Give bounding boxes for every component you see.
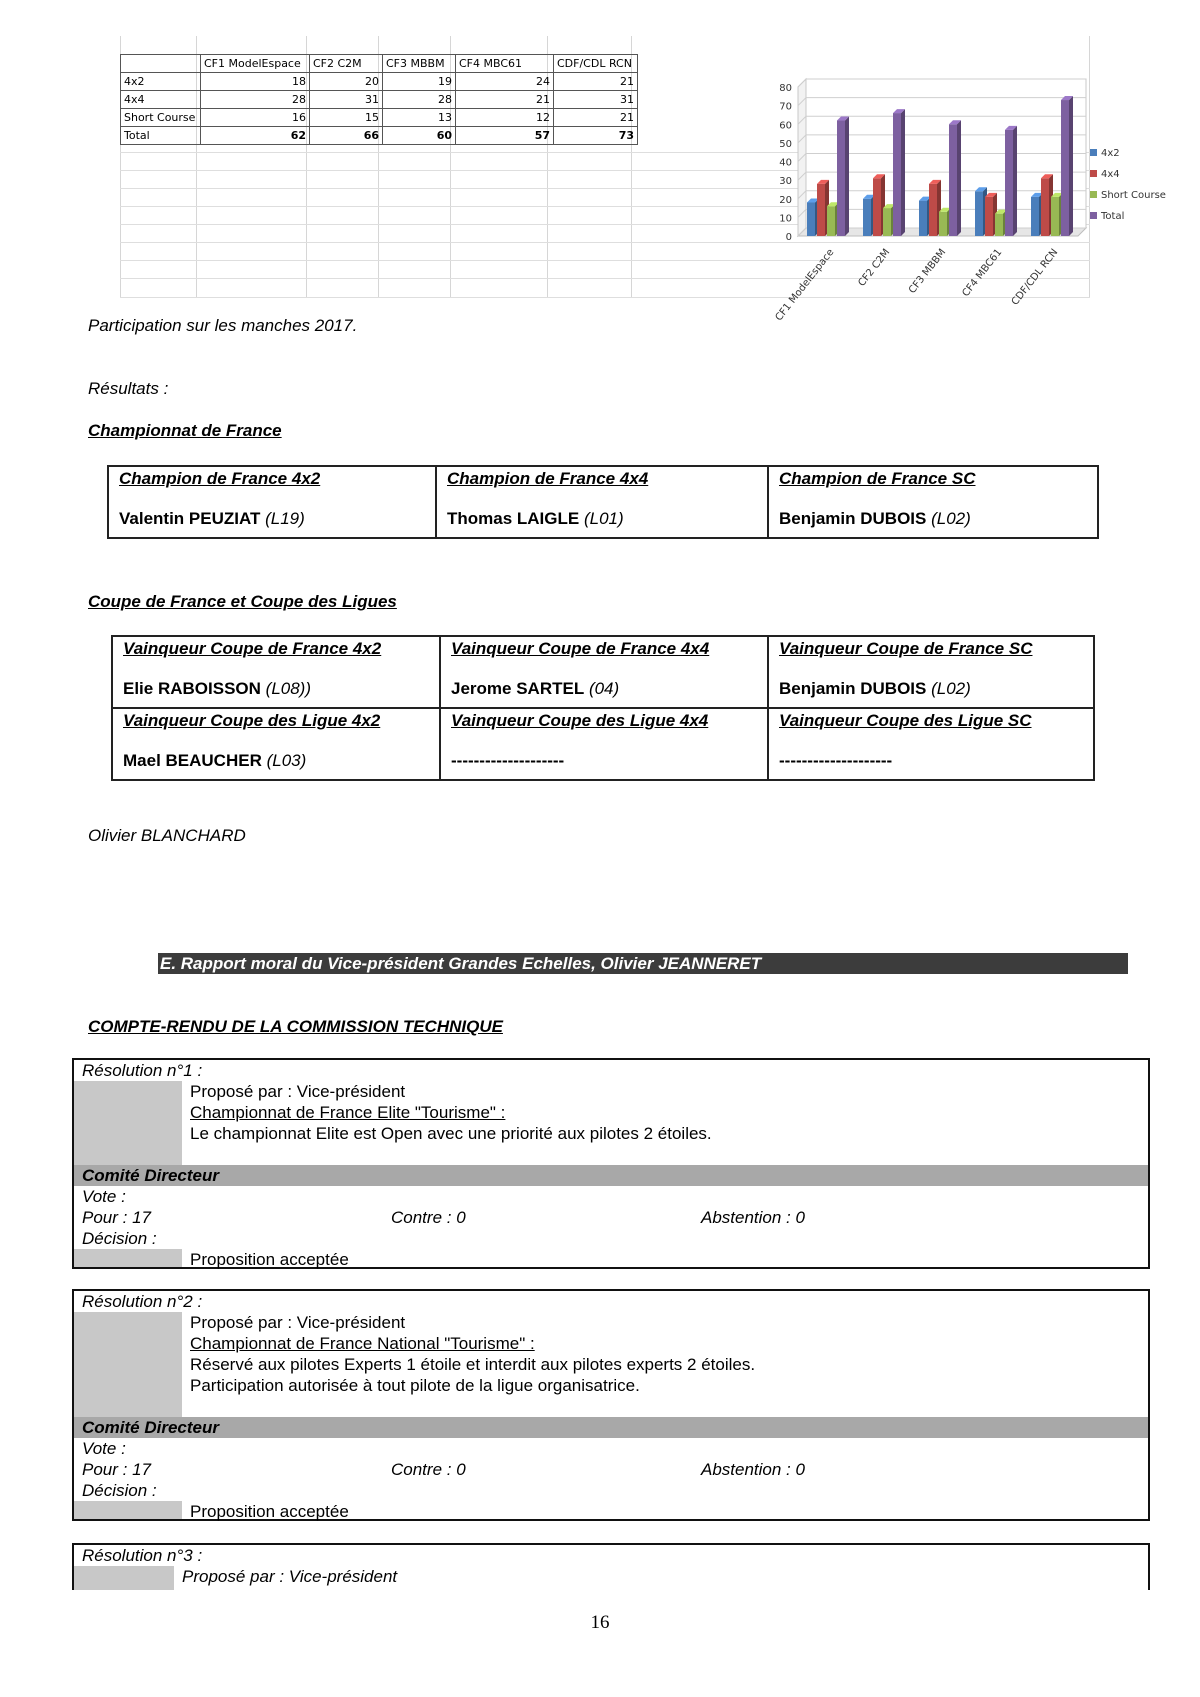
legend-swatch (1090, 212, 1097, 219)
vote-abstention: Abstention : 0 (701, 1208, 805, 1227)
vote-abstention: Abstention : 0 (701, 1460, 805, 1479)
chart-bar (1041, 178, 1049, 236)
table-header-cell: CF4 MBC61 (456, 55, 554, 73)
table-header-cell (121, 55, 201, 73)
league-code: (L02) (931, 679, 971, 698)
table-cell: 31 (554, 91, 638, 109)
table-cell: 28 (383, 91, 456, 109)
vote-label: Vote : (82, 1439, 126, 1458)
table-cell (440, 708, 768, 780)
table-header-cell: CF3 MBBM (383, 55, 456, 73)
chart-bar (807, 202, 815, 236)
winner-name: -------------------- (451, 751, 565, 770)
x-tick-label: CF1 ModelEspace (773, 247, 837, 324)
resolution-label: Résolution n°1 : (82, 1061, 203, 1080)
table-cell: 31 (310, 91, 383, 109)
cell-title: Vainqueur Coupe de France SC (779, 639, 1033, 658)
winner-name: Elie RABOISSON (123, 679, 261, 698)
resolution-line: Proposé par : Vice-président (190, 1313, 406, 1332)
cell-title: Champion de France 4x2 (119, 469, 321, 488)
commission-heading: COMPTE-RENDU DE LA COMMISSION TECHNIQUE (88, 1017, 503, 1036)
league-code: (L01) (583, 509, 624, 528)
table-header-cell: CF2 C2M (310, 55, 383, 73)
chart-bar (949, 124, 957, 236)
table-cell (112, 636, 440, 708)
winner-name: -------------------- (779, 751, 893, 770)
cell-title: Vainqueur Coupe des Ligue SC (779, 711, 1032, 730)
y-tick-label: 10 (779, 213, 792, 225)
legend-swatch (1090, 149, 1097, 156)
resolution-box (72, 1058, 1150, 1269)
table-cell: 12 (456, 109, 554, 127)
gray-margin (74, 1312, 182, 1417)
chart-bar (837, 121, 845, 236)
coupe-heading: Coupe de France et Coupe des Ligues (88, 592, 397, 611)
chart-bar (985, 197, 993, 236)
vote-contre: Contre : 0 (391, 1208, 466, 1227)
table-cell (768, 708, 1094, 780)
y-tick-label: 20 (779, 194, 792, 206)
page-number: 16 (590, 1612, 610, 1633)
y-tick-label: 40 (779, 157, 792, 169)
table-row (121, 109, 638, 127)
table-cell: 28 (201, 91, 310, 109)
legend-label: Short Course (1101, 190, 1166, 201)
cell-title: Champion de France 4x4 (447, 469, 649, 488)
winner-name: Thomas LAIGLE (447, 509, 580, 528)
chart-bar-side (901, 109, 905, 236)
y-tick-label: 0 (785, 232, 792, 243)
cell-title: Champion de France SC (779, 469, 976, 488)
table-cell (768, 466, 1098, 538)
gray-margin (74, 1249, 182, 1267)
chart-bar (1051, 197, 1059, 236)
decision-label: Décision : (82, 1229, 157, 1248)
vote-pour: Pour : 17 (82, 1460, 151, 1479)
winner-name: Benjamin DUBOIS (779, 509, 927, 528)
cell-title: Vainqueur Coupe de France 4x2 (123, 639, 382, 658)
participation-chart (760, 63, 1200, 334)
table-cell: 20 (310, 73, 383, 91)
y-tick-label: 70 (779, 101, 792, 113)
table-cell (112, 708, 440, 780)
league-code: (L19) (265, 509, 305, 528)
chart-caption: Participation sur les manches 2017. (88, 316, 358, 335)
resolution-line: Proposé par : Vice-président (182, 1567, 398, 1586)
resolution-line: Le championnat Elite est Open avec une priorité aux pilotes 2 étoiles. (190, 1124, 712, 1143)
y-tick-label: 80 (779, 83, 792, 94)
chart-bar (1005, 130, 1013, 236)
cell-title: Vainqueur Coupe de France 4x4 (451, 639, 710, 658)
table-cell: 21 (456, 91, 554, 109)
table-cell: 66 (310, 127, 383, 145)
chart-bar (893, 113, 901, 236)
chart-bar-side (845, 117, 849, 236)
x-tick-label: CDF/CDL RCN (1009, 247, 1061, 308)
table-cell (108, 466, 436, 538)
championnat-table (107, 465, 1099, 539)
table-cell: 13 (383, 109, 456, 127)
league-code: (L08)) (265, 679, 312, 698)
legend-label: Total (1101, 211, 1125, 222)
resolution-line: Championnat de France National "Tourisme" : (190, 1334, 535, 1353)
resolution-line: Réservé aux pilotes Experts 1 étoile et interdit aux pilotes experts 2 étoiles. (190, 1355, 756, 1374)
chart-bar (863, 199, 871, 236)
vote-contre: Contre : 0 (391, 1460, 466, 1479)
table-cell: 15 (310, 109, 383, 127)
row-label: Total (121, 127, 201, 145)
championnat-heading: Championnat de France (88, 421, 282, 440)
cell-title: Vainqueur Coupe des Ligue 4x2 (123, 711, 381, 730)
coupe-table (111, 635, 1095, 781)
table-header-cell: CDF/CDL RCN (554, 55, 638, 73)
table-cell: 60 (383, 127, 456, 145)
chart-bar (827, 206, 835, 236)
participation-table (120, 54, 638, 145)
results-label: Résultats : (88, 379, 169, 398)
table-cell: 57 (456, 127, 554, 145)
legend-swatch (1090, 191, 1097, 198)
gray-margin (74, 1566, 174, 1590)
winner-name: Valentin PEUZIAT (119, 509, 261, 528)
chart-bar (919, 201, 927, 236)
cell-title: Vainqueur Coupe des Ligue 4x4 (451, 711, 709, 730)
x-tick-label: CF2 C2M (856, 247, 893, 289)
table-cell: 19 (383, 73, 456, 91)
league-code: (04) (588, 679, 620, 698)
y-tick-label: 50 (779, 138, 792, 150)
table-cell: 18 (201, 73, 310, 91)
row-label: 4x2 (121, 73, 201, 91)
y-tick-label: 30 (779, 176, 792, 188)
winner-name: Jerome SARTEL (451, 679, 585, 698)
vote-label: Vote : (82, 1187, 126, 1206)
resolution-line: Proposé par : Vice-président (190, 1082, 406, 1101)
chart-bar (929, 184, 937, 236)
chart-bar (975, 191, 983, 236)
signature: Olivier BLANCHARD (88, 826, 246, 845)
table-cell (436, 466, 768, 538)
legend-label: 4x2 (1101, 148, 1120, 159)
chart-bar (939, 212, 947, 236)
committee-bar: Comité Directeur (74, 1417, 1148, 1438)
winner-name: Mael BEAUCHER (123, 751, 262, 770)
table-cell: 16 (201, 109, 310, 127)
x-tick-label: CF4 MBC61 (960, 247, 1005, 299)
league-code: (L03) (266, 751, 307, 770)
resolution-box (72, 1289, 1150, 1521)
chart-bar-side (957, 120, 961, 236)
table-row (121, 127, 638, 145)
winner-name: Benjamin DUBOIS (779, 679, 927, 698)
legend-label: 4x4 (1101, 169, 1120, 180)
chart-bar-side (1069, 96, 1073, 236)
chart-bar (873, 178, 881, 236)
table-cell: 21 (554, 73, 638, 91)
table-header-cell: CF1 ModelEspace (201, 55, 310, 73)
resolution-label: Résolution n°2 : (82, 1292, 203, 1311)
table-cell: 21 (554, 109, 638, 127)
decision-value: Proposition acceptée (190, 1502, 349, 1521)
table-cell (440, 636, 768, 708)
chart-bar (1031, 197, 1039, 236)
table-cell: 62 (201, 127, 310, 145)
y-tick-label: 60 (779, 120, 792, 132)
vote-pour: Pour : 17 (82, 1208, 151, 1227)
x-tick-label: CF3 MBBM (906, 247, 949, 296)
committee-bar: Comité Directeur (74, 1165, 1148, 1186)
resolution-box (72, 1543, 1150, 1590)
gray-margin (74, 1081, 182, 1165)
table-row (121, 73, 638, 91)
gray-margin (74, 1501, 182, 1519)
table-row (121, 91, 638, 109)
table-header-row (121, 55, 638, 73)
row-label: 4x4 (121, 91, 201, 109)
legend-swatch (1090, 170, 1097, 177)
league-code: (L02) (931, 509, 971, 528)
table-cell (768, 636, 1094, 708)
decision-label: Décision : (82, 1481, 157, 1500)
resolution-line: Participation autorisée à tout pilote de la ligue organisatrice. (190, 1376, 640, 1395)
decision-value: Proposition acceptée (190, 1250, 349, 1269)
spreadsheet-screenshot (120, 36, 1166, 324)
chart-bar (817, 184, 825, 236)
resolution-line: Championnat de France Elite "Tourisme" : (190, 1103, 506, 1122)
chart-bar-side (1013, 126, 1017, 236)
chart-bar (995, 214, 1003, 236)
section-e-heading: E. Rapport moral du Vice-président Grandes Echelles, Olivier JEANNERET (158, 953, 1128, 974)
table-cell: 24 (456, 73, 554, 91)
row-label: Short Course (121, 109, 201, 127)
chart-bar (883, 208, 891, 236)
resolution-label: Résolution n°3 : (82, 1546, 203, 1565)
chart-bar (1061, 100, 1069, 236)
table-cell: 73 (554, 127, 638, 145)
